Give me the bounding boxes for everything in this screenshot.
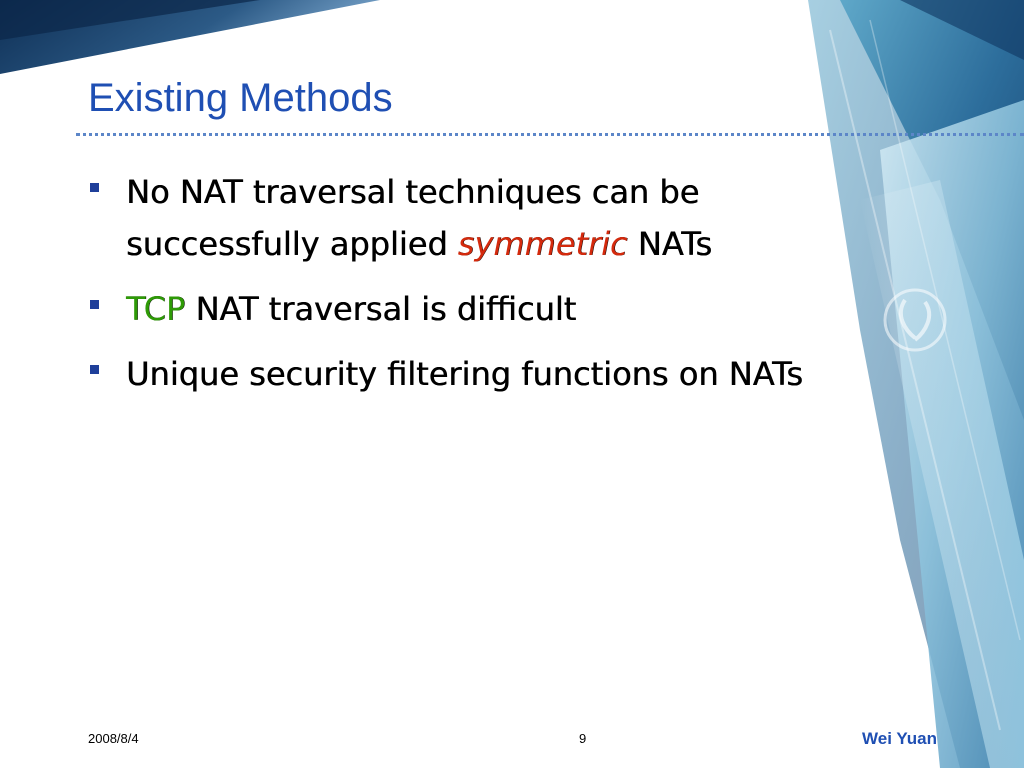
footer-page-number: 9 bbox=[579, 731, 587, 746]
bullet-text-segment: NATs bbox=[627, 225, 713, 263]
square-bullet-icon bbox=[90, 365, 99, 374]
bullet-item bbox=[90, 348, 850, 400]
emphasis-symmetric: symmetric bbox=[457, 225, 628, 263]
bullet-text bbox=[126, 355, 803, 393]
slide-title: Existing Methods bbox=[88, 76, 393, 120]
bullet-text-segment: Unique security filtering functions on NATs bbox=[126, 355, 803, 393]
bullet-text bbox=[126, 290, 576, 328]
footer-author: Wei Yuan bbox=[862, 729, 937, 748]
square-bullet-icon bbox=[90, 300, 99, 309]
bullet-text-segment: No NAT traversal techniques can be successfully applied bbox=[126, 173, 700, 263]
bullet-item bbox=[90, 283, 850, 335]
emphasis-tcp: TCP bbox=[126, 290, 186, 328]
bullet-text-segment: NAT traversal is difficult bbox=[185, 290, 577, 328]
bullet-item bbox=[90, 166, 850, 270]
footer-date: 2008/8/4 bbox=[88, 731, 139, 746]
square-bullet-icon bbox=[90, 183, 99, 192]
bullet-list bbox=[90, 166, 850, 413]
title-divider bbox=[76, 133, 1024, 136]
bullet-text bbox=[126, 173, 712, 263]
